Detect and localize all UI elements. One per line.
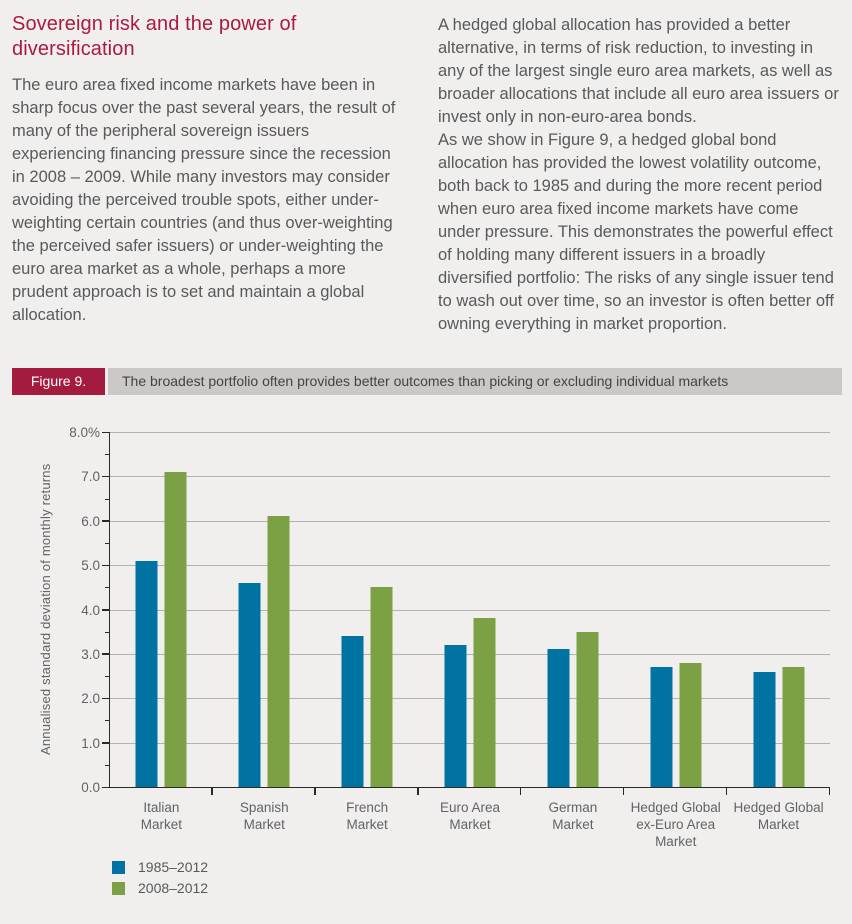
x-axis-boundary-tick <box>417 787 419 795</box>
x-axis-label-line: Market <box>655 834 697 849</box>
bar-1985-2012 <box>650 667 672 787</box>
x-axis-label-line: Euro Area <box>439 800 500 815</box>
bar-2008-2012 <box>782 667 804 787</box>
x-axis-label-line: French <box>346 800 389 815</box>
bar-pair <box>136 432 187 787</box>
category-group <box>316 432 419 832</box>
x-axis-label-line: Market <box>140 817 183 832</box>
bar-pair <box>650 432 701 787</box>
category-group <box>419 432 522 832</box>
bar-pair <box>342 432 393 787</box>
x-axis-boundary-tick <box>314 787 316 795</box>
chart-plot-area <box>69 425 830 849</box>
x-axis-boundary-tick <box>623 787 625 795</box>
figure-number-badge: Figure 9. <box>12 368 105 395</box>
x-axis-label <box>521 799 624 833</box>
y-axis-tick-label: 3.0 <box>81 646 100 662</box>
bar-1985-2012 <box>753 672 775 787</box>
bar-1985-2012 <box>547 649 569 787</box>
x-axis-label <box>727 799 830 833</box>
bar-2008-2012 <box>473 618 495 787</box>
x-axis-boundary-tick <box>726 787 728 795</box>
x-axis-label-line: Italian <box>143 800 180 815</box>
section-heading: Sovereign risk and the power of diversification <box>12 13 297 60</box>
bar-2008-2012 <box>165 472 187 787</box>
y-axis-tick-label: 1.0 <box>81 735 100 751</box>
y-axis-tick-label: 2.0 <box>81 691 100 707</box>
left-column <box>12 12 402 336</box>
text-columns <box>12 12 842 336</box>
x-axis-label-line: ex-Euro Area <box>636 817 716 832</box>
x-axis-label-line: Market <box>346 817 388 832</box>
legend-swatch <box>112 861 125 874</box>
bar-2008-2012 <box>268 516 290 787</box>
x-axis-label-line: Hedged Global <box>630 800 721 815</box>
chart-legend <box>112 859 208 896</box>
category-group <box>213 432 316 832</box>
figure-9-chart <box>12 417 842 896</box>
x-axis-label-line: Hedged Global <box>733 800 824 815</box>
legend-label: 1985–2012 <box>138 859 209 875</box>
right-column <box>438 12 842 336</box>
x-axis-boundary-tick <box>520 787 522 795</box>
y-axis-tick-label: 8.0% <box>69 425 100 440</box>
bar-pair <box>239 432 290 787</box>
bar-2008-2012 <box>371 587 393 787</box>
category-group <box>110 432 213 832</box>
legend-swatch <box>112 882 125 895</box>
bar-2008-2012 <box>576 632 598 787</box>
bar-pair <box>753 432 804 787</box>
y-axis-tick-label: 0.0 <box>81 780 100 795</box>
category-group <box>727 432 830 832</box>
y-axis-title: Annualised standard deviation of monthly returns <box>38 463 53 756</box>
bar-pair <box>444 432 495 787</box>
y-axis-tick-label: 5.0 <box>81 558 100 574</box>
x-axis-label <box>624 799 727 850</box>
right-column-paragraph-1: A hedged global allocation has provided a better alternative, in terms of risk reduction, to investing in any of the largest single euro area markets, as well as broader allocations that include all euro area issuers or invest only in non-euro-area bonds. <box>438 16 839 126</box>
x-axis-label-line: Spanish <box>239 800 289 815</box>
x-axis-boundary-tick <box>211 787 213 795</box>
legend-item <box>112 880 208 896</box>
y-axis-tick-label: 7.0 <box>81 469 100 485</box>
y-axis-tick-label: 4.0 <box>81 602 100 618</box>
category-group <box>624 432 727 849</box>
bar-2008-2012 <box>679 663 701 787</box>
x-axis-label-line: Market <box>757 817 800 832</box>
legend-label: 2008–2012 <box>138 880 209 896</box>
right-column-paragraph-2: As we show in Figure 9, a hedged global bond allocation has provided the lowest volatility outcome, both back to 1985 and during the more recent period when euro area fixed income markets have come under pressure. This demonstrates the powerful effect of holding many different issuers in a broadly diversified portfolio: The risks of any single issuer tend to wash out over time, so an investor is often better off owning everything in market proportion. <box>438 131 834 333</box>
x-axis-label-line: German <box>548 800 598 815</box>
figure-header <box>12 368 842 395</box>
left-column-paragraph: The euro area fixed income markets have been in sharp focus over the past several years, the result of many of the peripheral sovereign issuers experiencing financing pressure since the recession in 2008 – 2009. While many investors may consider avoiding the perceived trouble spots, either under-weighting certain countries (and thus over-weighting the perceived safer issuers) or under-weighting the euro area market as a whole, perhaps a more prudent approach is to set and maintain a global allocation. <box>12 76 396 324</box>
category-group <box>521 432 624 832</box>
x-axis-label-line: Market <box>243 817 285 832</box>
y-axis-tick-label: 6.0 <box>81 513 100 529</box>
figure-caption: The broadest portfolio often provides better outcomes than picking or excluding individual markets <box>108 368 842 395</box>
bar-pair <box>547 432 598 787</box>
x-axis-label <box>419 799 522 833</box>
x-axis-label-line: Market <box>449 817 491 832</box>
x-axis-label-line: Market <box>552 817 594 832</box>
x-axis-boundary-tick <box>829 787 831 795</box>
x-axis-label <box>213 799 316 833</box>
bar-1985-2012 <box>444 645 466 787</box>
bar-1985-2012 <box>239 583 261 787</box>
legend-item <box>112 859 208 875</box>
bar-1985-2012 <box>342 636 364 787</box>
x-axis-label <box>110 799 213 833</box>
x-axis-label <box>316 799 419 833</box>
bar-1985-2012 <box>136 561 158 787</box>
